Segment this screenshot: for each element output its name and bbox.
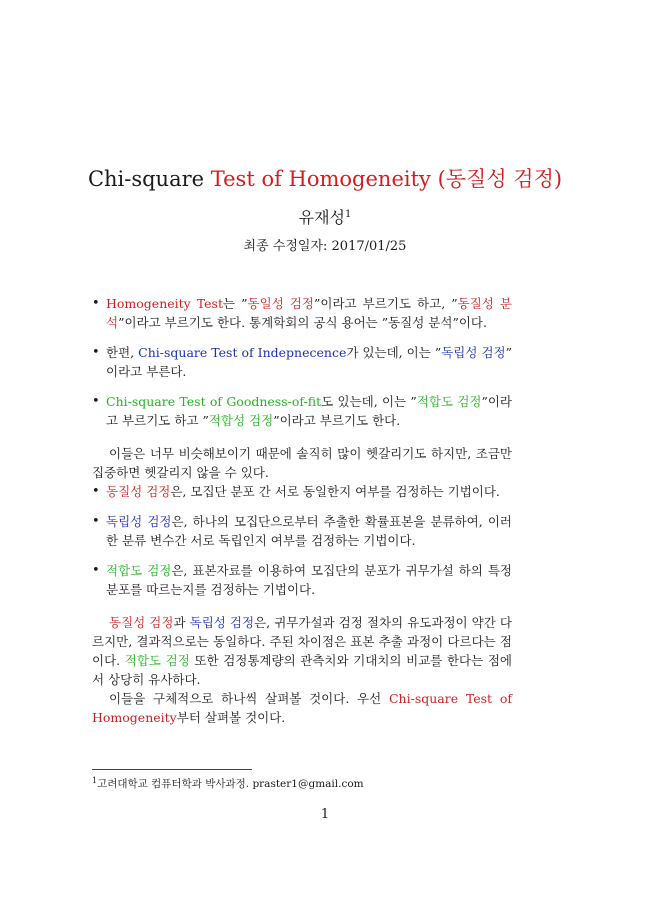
list-text: 은, 표본자료를 이용하여 모집단의 분포가 귀무가설 하의 특정 분포를 따르는지를 검정하는 기법이다.: [106, 563, 512, 597]
list-item: [92, 561, 512, 599]
term-homogeneity-analysis: 동질성 분석: [106, 296, 512, 330]
revision-date: 최종 수정일자: 2017/01/25: [243, 239, 407, 254]
paragraph-text: 과: [173, 615, 190, 630]
list-item: [92, 392, 512, 430]
list-text: ”이라고 부르기도 한다.: [273, 413, 401, 428]
list-text: 는 ”: [223, 296, 248, 311]
list-item: [92, 343, 512, 381]
paragraph-text: 이들을 구체적으로 하나씩 살펴볼 것이다. 우선: [109, 691, 389, 706]
title-prefix: Chi-square: [87, 167, 211, 191]
comparison-paragraph: [92, 613, 512, 689]
author-name: 유재성: [298, 208, 345, 227]
terminology-list: [92, 294, 512, 430]
list-item: [92, 512, 512, 550]
author-footnote-mark[interactable]: 1: [345, 209, 352, 220]
footnote-text: 고려대학교 컴퓨터학과 박사과정. praster1@gmail.com: [97, 778, 364, 790]
paragraph-text: 부터 살펴볼 것이다.: [176, 710, 286, 725]
term-identity-test: 동일성 검정: [247, 296, 314, 311]
title-highlight: Test of Homogeneity (동질성 검정): [210, 167, 563, 191]
paragraph-text: 은, 귀무가설과 검정 절차의 유도과정이 약간 다르지만, 결과적으로는 동일하다. 주된 차이점은 표본 추출 과정이 다르다는 점이다.: [92, 615, 512, 668]
list-text: ”이라고 부르기도 하고 ”: [106, 394, 513, 428]
term-homogeneity-test-en: Chi-square Test of Homogeneity: [92, 691, 512, 725]
footnote-divider: [92, 769, 252, 770]
list-text: 한편,: [106, 345, 139, 360]
term-goodness-of-fit-test: 적합도 검정: [416, 394, 482, 409]
footnote: [92, 774, 522, 791]
paragraph-text: 또한 검정통계량의 관측치와 기대치의 비교를 한다는 점에서 상당히 유사하다.: [92, 653, 512, 687]
term-goodness-of-fit-test: 적합도 검정: [124, 653, 190, 668]
term-fitness-test: 적합성 검정: [208, 413, 274, 428]
term-homogeneity-test: 동질성 검정: [109, 615, 174, 630]
term-independence-test: 독립성 검정: [106, 514, 172, 529]
term-goodness-of-fit-en: Chi-square Test of Goodness-of-fit: [106, 394, 322, 409]
list-text: 은, 하나의 모집단으로부터 추출한 확률표본을 분류하여, 이러한 분류 변수간 서로 독립인지 여부를 검정하는 기법이다.: [106, 514, 512, 548]
term-goodness-of-fit-test: 적합도 검정: [106, 563, 172, 578]
term-homogeneity-test: 동질성 검정: [106, 484, 171, 499]
next-steps-paragraph: [92, 689, 512, 727]
list-text: 가 있는데, 이는 ”: [346, 345, 442, 360]
list-text: ”이라고 부르기도 하고, ”: [314, 296, 458, 311]
list-text: 도 있는데, 이는 ”: [321, 394, 417, 409]
definition-list: [92, 482, 512, 599]
author-line: [0, 205, 650, 228]
list-text: ” 이라고 부른다.: [106, 345, 512, 379]
document-title: [0, 166, 650, 192]
document-body: [92, 294, 512, 727]
term-independence-test: 독립성 검정: [189, 615, 255, 630]
intro-paragraph: 이들은 너무 비슷해보이기 때문에 솔직히 많이 헷갈리기도 하지만, 조금만 집중하면 헷갈리지 않을 수 있다.: [92, 446, 512, 480]
list-item: [92, 294, 512, 332]
page-number: 1: [320, 807, 330, 822]
list-text: ”이라고 부르기도 한다. 통계학회의 공식 용어는 ”동질성 분석”이다.: [118, 315, 487, 330]
term-independence-test-en: Chi-square Test of Indepnecence: [138, 345, 347, 360]
footnote-mark: 1: [92, 776, 98, 785]
list-text: 은, 모집단 분포 간 서로 동일한지 여부를 검정하는 기법이다.: [170, 484, 500, 499]
term-homogeneity-test: Homogeneity Test: [106, 296, 224, 311]
term-independence-test: 독립성 검정: [441, 345, 506, 360]
list-item: [92, 482, 512, 501]
